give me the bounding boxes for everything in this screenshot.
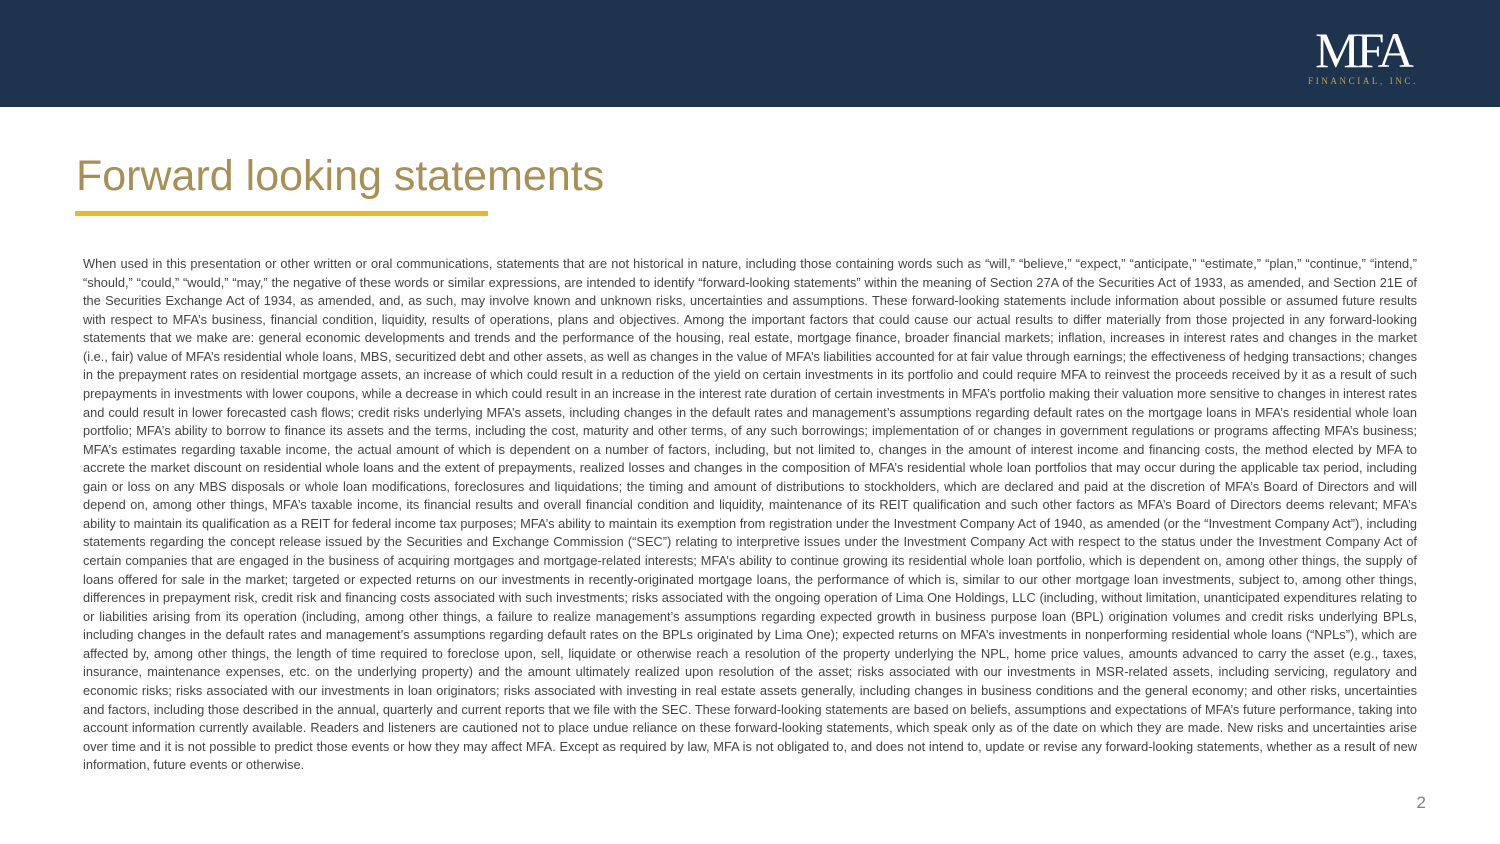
header-bar <box>0 0 1500 107</box>
logo-mark: MFA <box>1315 22 1411 78</box>
company-logo <box>1298 22 1428 88</box>
title-underline <box>75 211 488 216</box>
page-title: Forward looking statements <box>76 152 605 200</box>
page-number: 2 <box>1416 793 1426 812</box>
logo-subtitle: FINANCIAL, INC. <box>1308 76 1418 86</box>
forward-looking-disclaimer-text: When used in this presentation or other written or oral communications, statements that are not historical in nature, including those containing words such as “will,” “believe,” “expect,” “anticipate,” “estimate,” “plan,” “continue,” “intend,” “should,” “could,” “would,” “may,” the negative of these words or similar expressions, are intended to identify “forward-looking statements” within the meaning of Section 27A of the Securities Act of 1933, as amended, and Section 21E of the Securities Exchange Act of 1934, as amended, and, as such, may involve known and unknown risks, uncertainties and assumptions. These forward-looking statements include information about possible or assumed future results with respect to MFA’s business, financial condition, liquidity, results of operations, plans and objectives. Among the important factors that could cause our actual results to differ materially from those projected in any forward-looking statements that we make are: general economic developments and trends and the performance of the housing, real estate, mortgage finance, broader financial markets; inflation, increases in interest rates and changes in the market (i.e., fair) value of MFA’s residential whole loans, MBS, securitized debt and other assets, as well as changes in the value of MFA’s liabilities accounted for at fair value through earnings; the effectiveness of hedging transactions; changes in the prepayment rates on residential mortgage assets, an increase of which could result in a reduction of the yield on certain investments in its portfolio and could require MFA to reinvest the proceeds received by it as a result of such prepayments in investments with lower coupons, while a decrease in which could result in an increase in the interest rate duration of certain investments in MFA’s portfolio making their valuation more sensitive to changes in interest rates and could result in lower forecasted cash flows; credit risks underlying MFA’s assets, including changes in the default rates and management’s assumptions regarding default rates on the mortgage loans in MFA’s residential whole loan portfolio; MFA’s ability to borrow to finance its assets and the terms, including the cost, maturity and other terms, of any such borrowings; implementation of or changes in government regulations or programs affecting MFA’s business; MFA’s estimates regarding taxable income, the actual amount of which is dependent on a number of factors, including, but not limited to, changes in the amount of interest income and financing costs, the method elected by MFA to accrete the market discount on residential whole loans and the extent of prepayments, realized losses and changes in the composition of MFA’s residential whole loan portfolios that may occur during the applicable tax period, including gain or loss on any MBS disposals or whole loan modifications, foreclosures and liquidations; the timing and amount of distributions to stockholders, which are declared and paid at the discretion of MFA’s Board of Directors and will depend on, among other things, MFA’s taxable income, its financial results and overall financial condition and liquidity, maintenance of its REIT qualification and such other factors as MFA’s Board of Directors deems relevant; MFA’s ability to maintain its qualification as a REIT for federal income tax purposes; MFA’s ability to maintain its exemption from registration under the Investment Company Act of 1940, as amended (or the “Investment Company Act”), including statements regarding the concept release issued by the Securities and Exchange Commission (“SEC”) relating to interpretive issues under the Investment Company Act with respect to the status under the Investment Company Act of certain companies that are engaged in the business of acquiring mortgages and mortgage-related interests; MFA’s ability to continue growing its residential whole loan portfolio, which is dependent on, among other things, the supply of loans offered for sale in the market; targeted or expected returns on our investments in recently-originated mortgage loans, the performance of which is, similar to our other mortgage loan investments, subject to, among other things, differences in prepayment risk, credit risk and financing costs associated with such investments; risks associated with the ongoing operation of Lima One Holdings, LLC (including, without limitation, unanticipated expenditures relating to or liabilities arising from its operation (including, among other things, a failure to realize management’s assumptions regarding expected growth in business purpose loan (BPL) origination volumes and credit risks underlying BPLs, including changes in the default rates and management’s assumptions regarding default rates on the BPLs originated by Lima One); expected returns on MFA’s investments in nonperforming residential whole loans (“NPLs”), which are affected by, among other things, the length of time required to foreclose upon, sell, liquidate or otherwise reach a resolution of the property underlying the NPL, home price values, amounts advanced to carry the asset (e.g., taxes, insurance, maintenance expenses, etc. on the underlying property) and the amount ultimately realized upon resolution of the asset; risks associated with our investments in MSR-related assets, including servicing, regulatory and economic risks; risks associated with our investments in loan originators; risks associated with investing in real estate assets generally, including changes in business conditions and the general economy; and other risks, uncertainties and factors, including those described in the annual, quarterly and current reports that we file with the SEC. These forward-looking statements are based on beliefs, assumptions and expectations of MFA’s future performance, taking into account information currently available. Readers and listeners are cautioned not to place undue reliance on these forward-looking statements, which speak only as of the date on which they are made. New risks and uncertainties arise over time and it is not possible to predict those events or how they may affect MFA. Except as required by law, MFA is not obligated to, and does not intend to, update or revise any forward-looking statements, whether as a result of new information, future events or otherwise. <box>83 256 1417 773</box>
